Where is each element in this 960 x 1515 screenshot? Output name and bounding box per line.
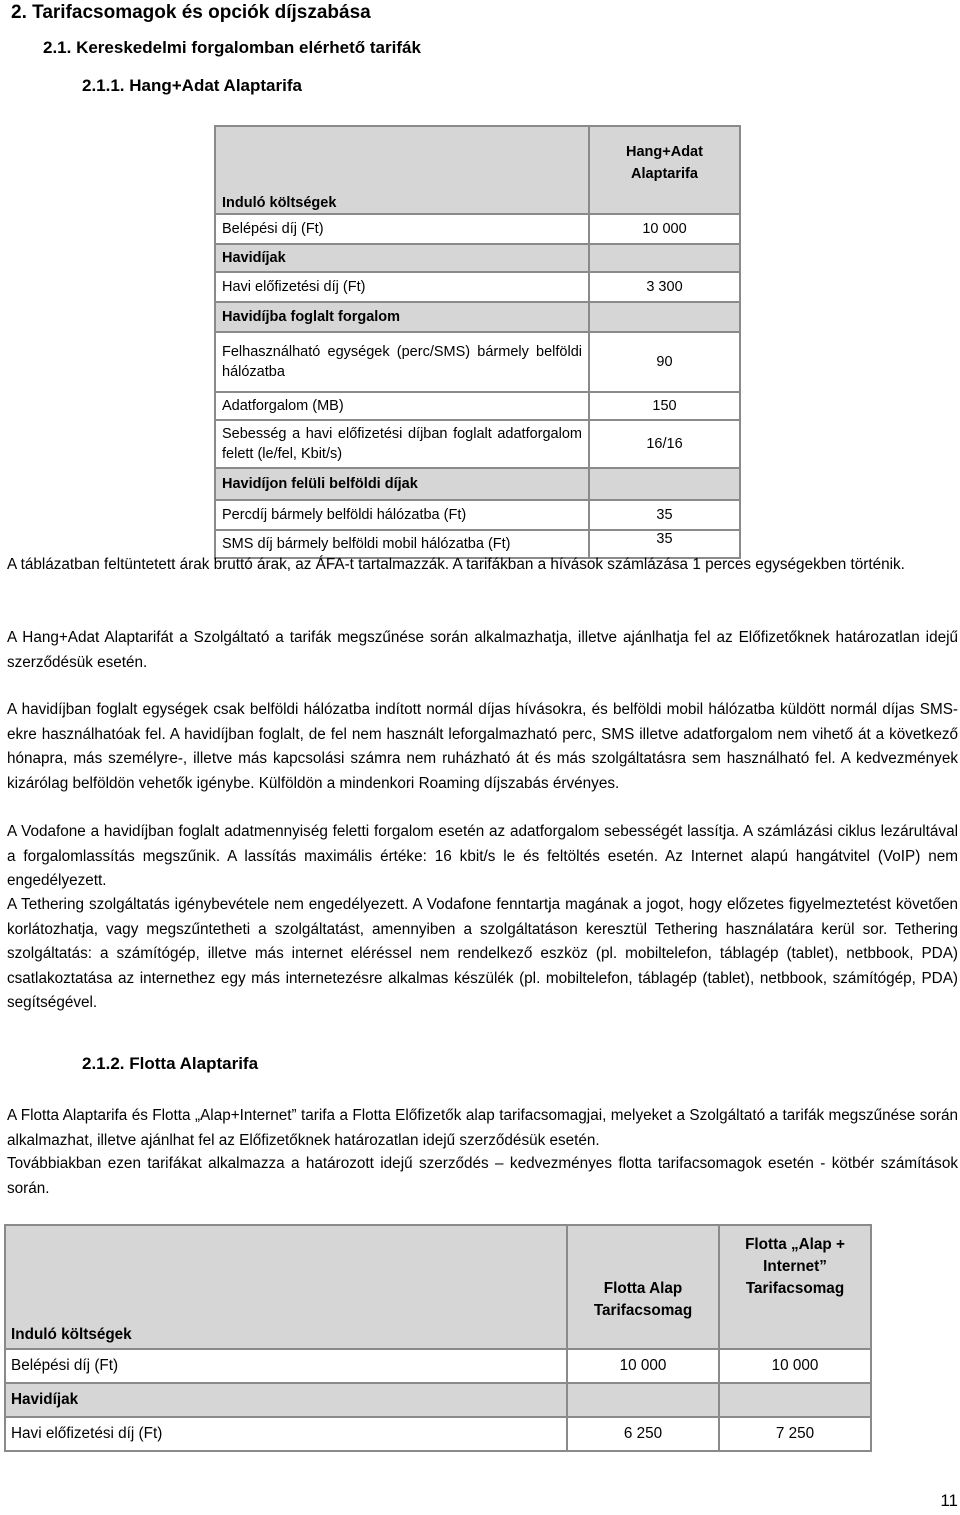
table-cell: 10 000 [589, 214, 740, 244]
paragraph-throttling: A Vodafone a havidíjban foglalt adatmennyiség feletti forgalom esetén az adatforgalom sebességét lassítja. A számlázási ciklus lezárultával a forgalomlassítás megszűnik. A lassítás maximális értéke: 16 kbit/s le és feltöltés esetén. Az Internet alapú hangátvitel (VoIP) nem engedélyezett. [7, 823, 958, 889]
subsection-heading: 2.1. Kereskedelmi forgalomban elérhető tarifák [43, 38, 421, 57]
table-cell: Induló költségek [5, 1225, 567, 1349]
table-cell: Sebesség a havi előfizetési díjban foglalt adatforgalom felett (le/fel, Kbit/s) [215, 420, 589, 468]
flotta-tariff-table [4, 1224, 872, 1452]
paragraph-tethering: A Tethering szolgáltatás igénybevétele nem engedélyezett. A Vodafone fenntartja magának a jogot, hogy előzetes figyelmeztetést követően korlátozhatja, vagy megszűntetheti a szolgáltatást, amennyiben a szolgáltatáson keresztül Tethering használatára kerül sor. Tethering szolgáltatás: a számítógép, illetve más internet eléréssel nem rendelkező eszköz (pl. mobiltelefon, táblagép (tablet), netbbook, PDA) csatlakoztatása az internethez egy más internetezésre alkalmas készülék (pl. mobiltelefon, táblagép (tablet), netbbook, számítógép, PDA) segítségével. [7, 896, 958, 1011]
table-cell: 35 [589, 530, 740, 558]
table-cell: 7 250 [719, 1417, 871, 1451]
subsubsection-heading-flotta: 2.1.2. Flotta Alaptarifa [82, 1054, 259, 1073]
table-column-header: Flotta Alap Tarifacsomag [567, 1225, 719, 1349]
table-cell: Belépési díj (Ft) [215, 214, 589, 244]
table-cell: Havi előfizetési díj (Ft) [215, 272, 589, 302]
table-cell: Havidíjak [5, 1383, 567, 1417]
section-heading: 2. Tarifacsomagok és opciók díjszabása [11, 2, 371, 23]
table-cell: Percdíj bármely belföldi hálózatba (Ft) [215, 500, 589, 530]
table-cell: 35 [589, 500, 740, 530]
table-cell: 16/16 [589, 420, 740, 468]
hang-adat-tariff-table [214, 125, 741, 559]
subsubsection-heading-hang-adat: 2.1.1. Hang+Adat Alaptarifa [82, 76, 302, 95]
table-cell: Felhasználható egységek (perc/SMS) bármely belföldi hálózatba [215, 332, 589, 392]
table-cell: Induló költségek [215, 126, 589, 214]
paragraph-flotta-penalty: Továbbiakban ezen tarifákat alkalmazza a határozott idejű szerződés – kedvezményes flotta tarifacsomagok esetén - kötbér számítások során. [7, 1155, 958, 1197]
table-cell: Havi előfizetési díj (Ft) [5, 1417, 567, 1451]
table-column-header: Flotta „Alap + Internet” Tarifacsomag [719, 1225, 871, 1349]
table-cell [589, 468, 740, 500]
paragraph-units-usage: A havidíjban foglalt egységek csak belföldi hálózatba indított normál díjas hívásokra, és belföldi mobil hálózatba küldött normál díjas SMS-ekre használhatóak fel. A havidíjban foglalt, de fel nem használt leforgalmazható perc, SMS illetve adatforgalom nem vihető át a következő hónapra, más személyre-, illetve más kapcsolási számra nem ruházható át és más szolgáltatásra sem használható fel. A kedvezmények kizárólag belföldön vehetők igénybe. Külföldön a mindenkori Roaming díjszabás érvényes. [7, 701, 958, 792]
table-cell: Belépési díj (Ft) [5, 1349, 567, 1383]
table-cell: 10 000 [719, 1349, 871, 1383]
table-cell [589, 302, 740, 332]
table-cell: Adatforgalom (MB) [215, 392, 589, 420]
table-cell: 6 250 [567, 1417, 719, 1451]
table-cell: Havidíjon felüli belföldi díjak [215, 468, 589, 500]
table-cell: Havidíjba foglalt forgalom [215, 302, 589, 332]
table-cell: 150 [589, 392, 740, 420]
table-cell: 3 300 [589, 272, 740, 302]
paragraph-prices-note: A táblázatban feltüntetett árak bruttó árak, az ÁFA-t tartalmazzák. A tarifákban a hívások számlázása 1 perces egységekben történik. [7, 556, 905, 573]
paragraph-applicability: A Hang+Adat Alaptarifát a Szolgáltató a tarifák megszűnése során alkalmazhatja, illetve ajánlhatja fel az Előfizetőknek határozatlan idejű szerződésük esetén. [7, 629, 958, 671]
table-cell: SMS díj bármely belföldi mobil hálózatba (Ft) [215, 530, 589, 558]
table-cell [589, 244, 740, 272]
paragraph-flotta-intro: A Flotta Alaptarifa és Flotta „Alap+Internet” tarifa a Flotta Előfizetők alap tarifacsomagjai, melyeket a Szolgáltató a tarifák megszűnése során alkalmazhat, illetve ajánlhat fel az Előfizetőknek határozatlan idejű szerződésük esetén. [7, 1107, 958, 1149]
table-cell: 10 000 [567, 1349, 719, 1383]
table-cell: 90 [589, 332, 740, 392]
table-cell: Havidíjak [215, 244, 589, 272]
page-number: 11 [940, 1491, 958, 1510]
table-cell [567, 1383, 719, 1417]
table-column-header: Hang+Adat Alaptarifa [589, 126, 740, 214]
table-cell [719, 1383, 871, 1417]
